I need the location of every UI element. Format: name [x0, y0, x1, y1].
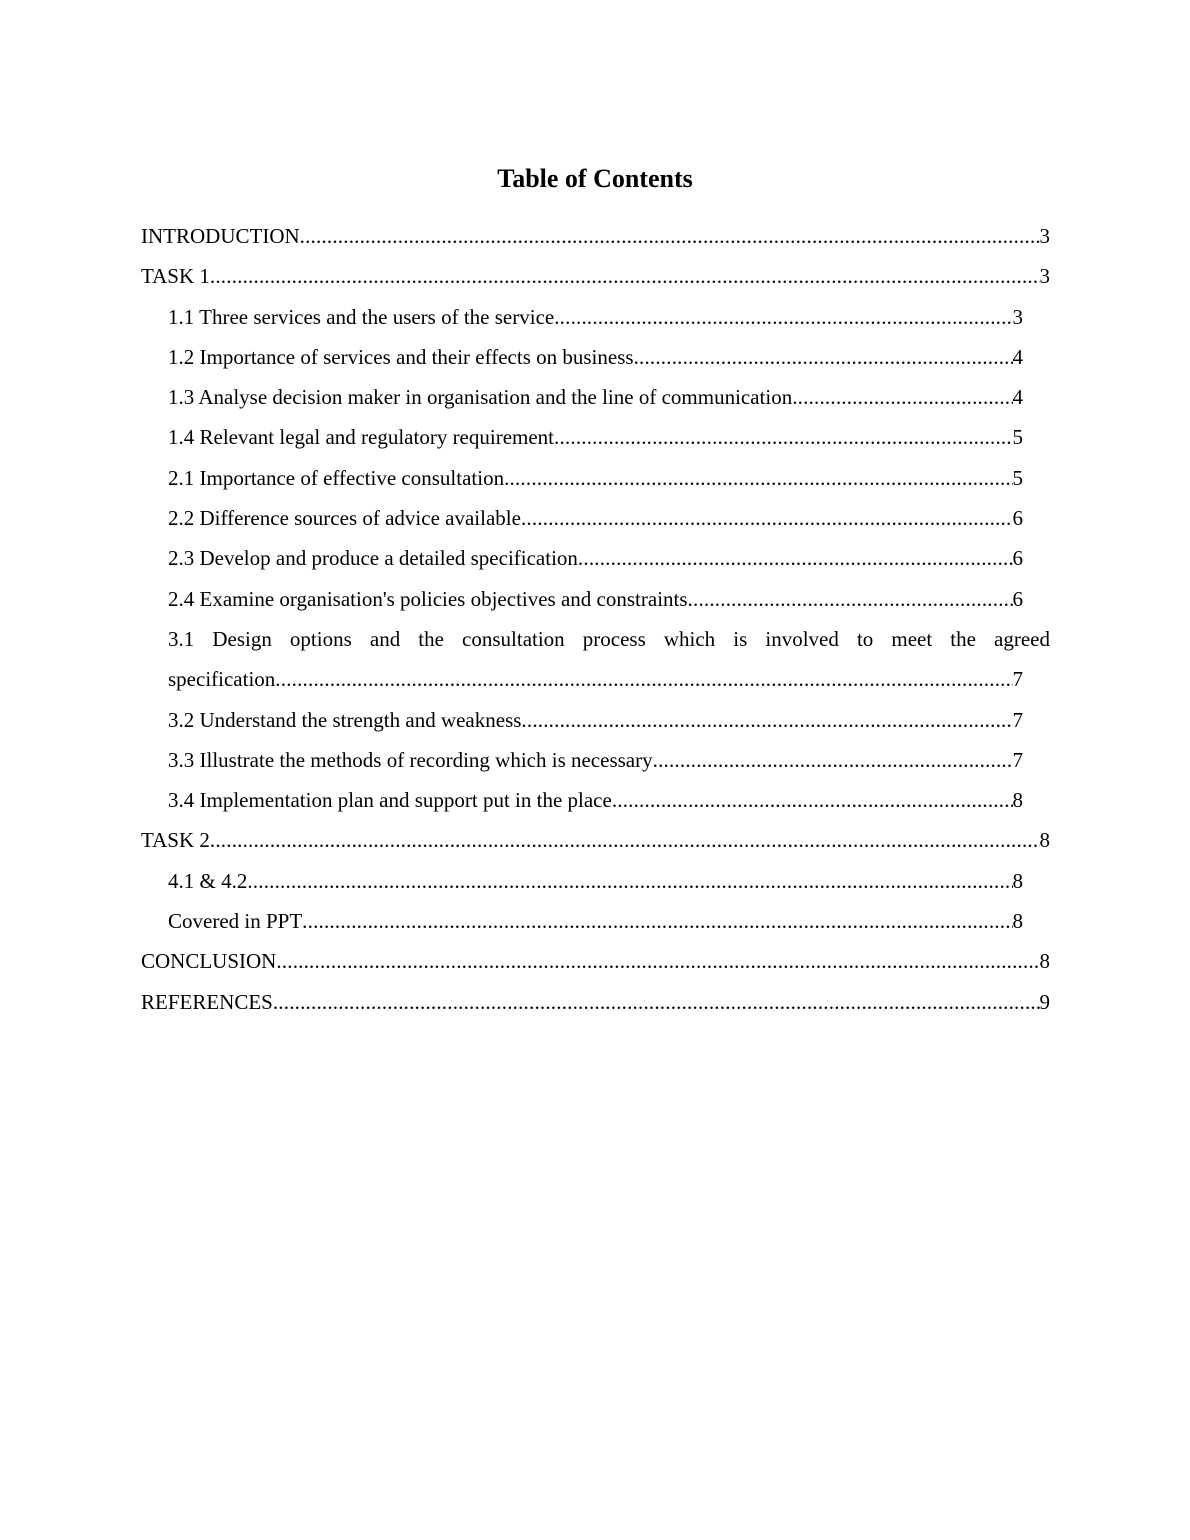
dot-leader	[521, 702, 1012, 738]
toc-page-number: 8	[1012, 788, 1023, 813]
dot-leader	[653, 742, 1013, 778]
dot-leader	[210, 258, 1040, 294]
toc-entry-2-4[interactable]	[168, 581, 1023, 621]
toc-page-number: 3	[1039, 264, 1050, 289]
toc-page-number: 7	[1012, 667, 1023, 692]
toc-entry-text: Covered in PPT	[168, 909, 303, 934]
toc-entry-1-1[interactable]	[168, 299, 1023, 339]
toc-page-number: 6	[1012, 546, 1023, 571]
toc-page-number: 8	[1039, 828, 1050, 853]
toc-entry-text: 3.2 Understand the strength and weakness	[168, 707, 522, 732]
toc-entry-3-2[interactable]	[168, 702, 1023, 742]
toc-page-number: 5	[1012, 425, 1023, 450]
toc-entry-text: 1.4 Relevant legal and regulatory requirement	[168, 425, 555, 450]
toc-page-number: 3	[1012, 304, 1023, 329]
toc-entry-text: CONCLUSION	[141, 949, 277, 974]
toc-entry-2-3[interactable]	[168, 540, 1023, 580]
dot-leader	[578, 540, 1013, 576]
dot-leader	[300, 218, 1040, 254]
dot-leader	[554, 419, 1012, 455]
toc-entry-text: 2.2 Difference sources of advice available	[168, 506, 521, 531]
toc-entry-text: REFERENCES	[141, 989, 273, 1014]
toc-page-number: 8	[1012, 868, 1023, 893]
dot-leader	[504, 460, 1012, 496]
toc-entry-3-3[interactable]	[168, 742, 1023, 782]
toc-page-number: 9	[1039, 989, 1050, 1014]
toc-entry-text: 3.3 Illustrate the methods of recording which is necessary	[168, 747, 653, 772]
toc-entry-text: 1.2 Importance of services and their effects on business	[168, 344, 634, 369]
toc-page-number: 4	[1012, 344, 1023, 369]
toc-page-number: 7	[1012, 747, 1023, 772]
toc-entry-1-2[interactable]	[168, 339, 1023, 379]
toc-entry-text-line-1: 3.1 Design options and the consultation process which is involved to meet the agreed	[168, 626, 1050, 651]
dot-leader	[247, 863, 1012, 899]
toc-page-number: 8	[1039, 949, 1050, 974]
toc-entry-text: 1.3 Analyse decision maker in organisation and the line of communication	[168, 385, 793, 410]
toc-entry-text: 2.1 Importance of effective consultation	[168, 465, 505, 490]
toc-entry-text-line-2: specification	[168, 667, 276, 692]
dot-leader	[792, 379, 1012, 415]
toc-page-number: 4	[1012, 385, 1023, 410]
toc-entry-3-4[interactable]	[168, 782, 1023, 822]
toc-page-number: 3	[1039, 224, 1050, 248]
toc-list	[141, 218, 1050, 1024]
dot-leader	[554, 299, 1012, 335]
toc-entry-task-1[interactable]	[141, 258, 1050, 298]
dot-leader	[302, 903, 1012, 939]
toc-entry-conclusion[interactable]	[141, 943, 1050, 983]
toc-entry-1-4[interactable]	[168, 419, 1023, 459]
toc-entry-2-2[interactable]	[168, 500, 1023, 540]
dot-leader	[210, 822, 1040, 858]
dot-leader	[634, 339, 1013, 375]
toc-entry-text: 4.1 & 4.2	[168, 868, 248, 893]
toc-entry-text: TASK 1	[141, 264, 210, 289]
dot-leader	[273, 984, 1040, 1020]
dot-leader	[276, 943, 1039, 979]
toc-entry-2-1[interactable]	[168, 460, 1023, 500]
toc-page-number: 6	[1012, 586, 1023, 611]
toc-entry-introduction[interactable]	[141, 218, 1050, 258]
dot-leader	[275, 661, 1012, 697]
toc-title: Table of Contents	[497, 164, 693, 193]
dot-leader	[612, 782, 1013, 818]
dot-leader	[521, 500, 1013, 536]
toc-entry-text: 1.1 Three services and the users of the service	[168, 304, 555, 329]
toc-entry-covered-in-ppt[interactable]	[168, 903, 1023, 943]
toc-page-number: 7	[1012, 707, 1023, 732]
dot-leader	[688, 581, 1013, 617]
toc-entry-task-2[interactable]	[141, 822, 1050, 862]
toc-entry-text: 2.4 Examine organisation's policies objectives and constraints	[168, 586, 688, 611]
toc-entry-line-2	[168, 661, 1023, 701]
toc-page-number: 8	[1012, 909, 1023, 934]
toc-entry-1-3[interactable]	[168, 379, 1023, 419]
toc-entry-text: 3.4 Implementation plan and support put in the place	[168, 788, 612, 813]
toc-entry-4-1-4-2[interactable]	[168, 863, 1023, 903]
toc-page-number: 5	[1012, 465, 1023, 490]
toc-page-number: 6	[1012, 506, 1023, 531]
toc-entry-3-1[interactable]	[168, 621, 1050, 702]
toc-entry-references[interactable]	[141, 984, 1050, 1024]
toc-entry-text: INTRODUCTION	[141, 224, 300, 248]
toc-entry-text: 2.3 Develop and produce a detailed specification	[168, 546, 578, 571]
toc-entry-text: TASK 2	[141, 828, 210, 853]
